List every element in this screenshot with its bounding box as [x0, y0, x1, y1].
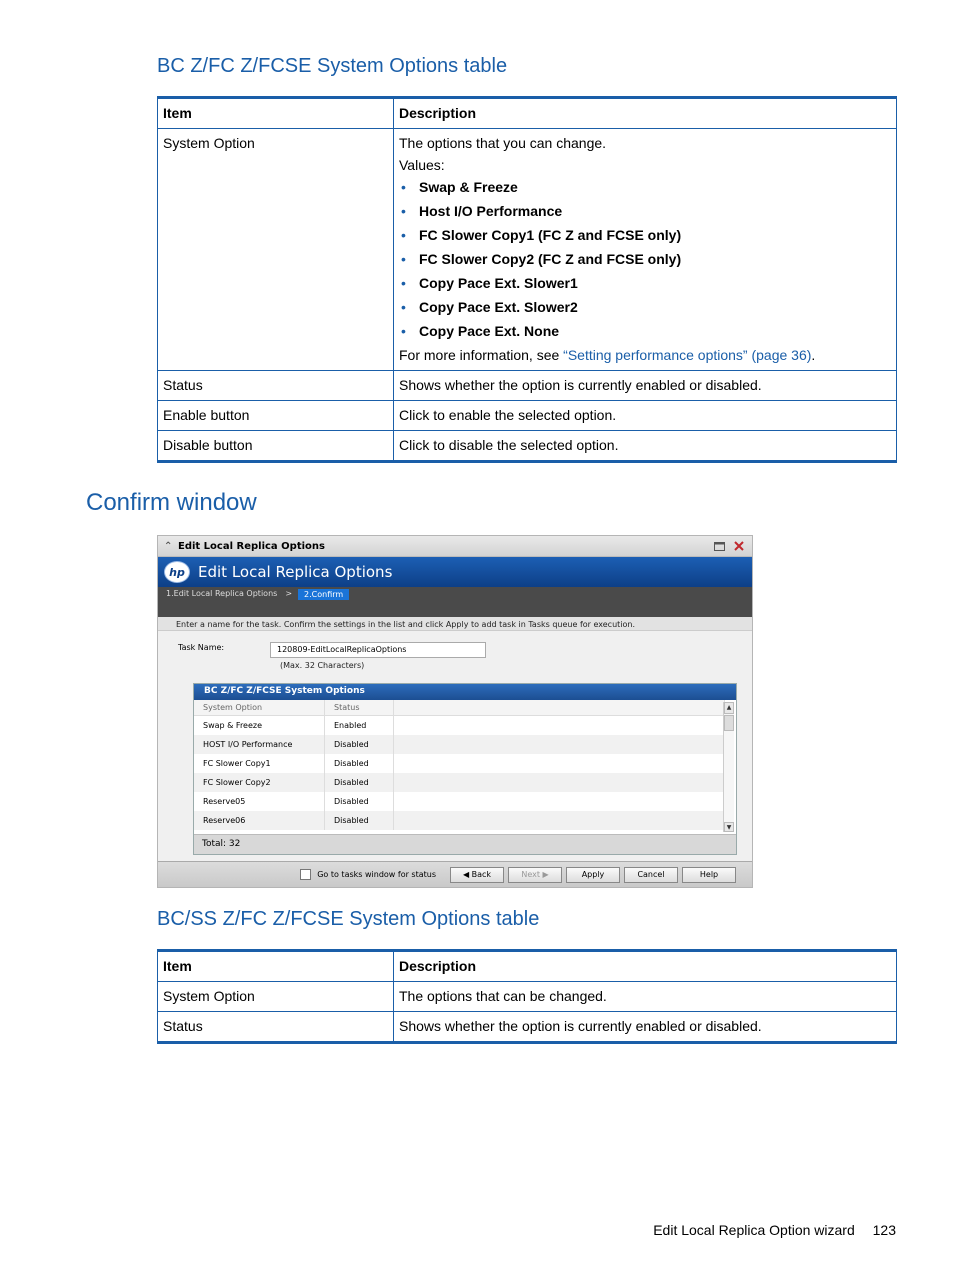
grid-cell-status: Disabled [325, 754, 394, 773]
cell-description: Shows whether the option is currently enabled or disabled. [394, 1012, 897, 1043]
grid-cell-status: Disabled [325, 735, 394, 754]
grid-cell-blank [394, 735, 725, 754]
table-row[interactable] [194, 754, 725, 773]
page-footer [653, 1222, 896, 1238]
grid-table [194, 700, 725, 830]
values-list [399, 178, 891, 340]
performance-options-link[interactable]: “Setting performance options” (page 36) [563, 347, 812, 363]
window-footer [158, 861, 752, 887]
instruction-text: Enter a name for the task. Confirm the settings in the list and click Apply to add task in Tasks queue for execution. [158, 617, 752, 631]
header-item: Item [158, 98, 394, 129]
task-name-input[interactable]: 120809-EditLocalReplicaOptions [270, 642, 486, 658]
section-title-bc: BC Z/FC Z/FCSE System Options table [157, 55, 508, 77]
checkbox-label: Go to tasks window for status [317, 870, 436, 879]
list-item: • Host I/O Performance [419, 202, 891, 220]
grid-cell-option: Reserve06 [194, 811, 325, 830]
table-row[interactable] [194, 716, 725, 736]
crumb-step1[interactable]: 1.Edit Local Replica Options [166, 589, 278, 598]
grid-cell-blank [394, 811, 725, 830]
footer-text: Edit Local Replica Option wizard [653, 1222, 855, 1238]
wizard-breadcrumb [158, 587, 752, 617]
back-button[interactable]: ◀ Back [450, 867, 504, 883]
scroll-thumb[interactable] [724, 715, 734, 731]
section-title-bcss: BC/SS Z/FC Z/FCSE System Options table [157, 908, 540, 930]
desc-values-label: Values: [399, 157, 445, 173]
grid-cell-blank [394, 792, 725, 811]
options-grid [193, 683, 737, 855]
grid-cell-option: Reserve05 [194, 792, 325, 811]
help-button[interactable]: Help [682, 867, 736, 883]
grid-header-status[interactable]: Status [325, 700, 394, 716]
list-item: • FC Slower Copy2 (FC Z and FCSE only) [419, 250, 891, 268]
grid-cell-status: Disabled [325, 792, 394, 811]
cell-description [394, 129, 897, 371]
more-info-prefix: For more information, see [399, 347, 564, 363]
grid-cell-option: FC Slower Copy2 [194, 773, 325, 792]
cell-item: System Option [158, 129, 394, 371]
scroll-down-icon[interactable]: ▼ [724, 822, 734, 832]
page-number: 123 [872, 1222, 896, 1238]
crumb-step2[interactable]: 2.Confirm [298, 589, 349, 600]
grid-cell-option: FC Slower Copy1 [194, 754, 325, 773]
header-description: Description [394, 98, 897, 129]
grid-cell-status: Disabled [325, 811, 394, 830]
more-info [399, 346, 891, 364]
task-name-label: Task Name: [178, 643, 225, 652]
confirm-window-screenshot [157, 535, 753, 888]
confirm-window-heading: Confirm window [86, 489, 257, 516]
cell-item: Status [158, 371, 394, 401]
hp-logo: hp [164, 561, 190, 583]
system-options-table [157, 96, 897, 463]
task-name-hint: (Max. 32 Characters) [280, 661, 365, 670]
cell-item: Enable button [158, 401, 394, 431]
bcss-options-table [157, 949, 897, 1044]
grid-scrollbar[interactable] [723, 702, 734, 832]
maximize-icon[interactable] [712, 540, 726, 552]
list-item: • FC Slower Copy1 (FC Z and FCSE only) [419, 226, 891, 244]
cell-description: The options that can be changed. [394, 982, 897, 1012]
table-row[interactable] [194, 735, 725, 754]
grid-total: Total: 32 [194, 834, 736, 854]
list-item: • Copy Pace Ext. Slower1 [419, 274, 891, 292]
close-icon[interactable] [732, 540, 746, 552]
grid-cell-option: HOST I/O Performance [194, 735, 325, 754]
grid-cell-status: Enabled [325, 716, 394, 736]
header-description: Description [394, 951, 897, 982]
tasks-window-checkbox[interactable] [300, 869, 311, 880]
cell-item: Disable button [158, 431, 394, 462]
grid-cell-blank [394, 716, 725, 736]
collapse-icon[interactable]: ⌃ [164, 540, 173, 552]
table-row[interactable] [194, 792, 725, 811]
list-item: • Copy Pace Ext. Slower2 [419, 298, 891, 316]
desc-intro: The options that you can change. [399, 135, 607, 151]
grid-title: BC Z/FC Z/FCSE System Options [194, 684, 736, 700]
grid-cell-status: Disabled [325, 773, 394, 792]
grid-cell-blank [394, 754, 725, 773]
table-row[interactable] [194, 811, 725, 830]
window-banner [158, 557, 752, 587]
more-info-suffix: . [811, 347, 816, 363]
grid-cell-blank [394, 773, 725, 792]
cancel-button[interactable]: Cancel [624, 867, 678, 883]
crumb-separator: > [285, 589, 293, 598]
cell-description: Click to enable the selected option. [394, 401, 897, 431]
next-button[interactable]: Next ▶ [508, 867, 562, 883]
header-item: Item [158, 951, 394, 982]
banner-title: Edit Local Replica Options [198, 563, 393, 581]
cell-item: System Option [158, 982, 394, 1012]
window-titlebar [158, 536, 752, 557]
table-row[interactable] [194, 773, 725, 792]
grid-header-blank [394, 700, 725, 716]
window-title: Edit Local Replica Options [178, 540, 325, 552]
grid-header-option[interactable]: System Option [194, 700, 325, 716]
cell-item: Status [158, 1012, 394, 1043]
list-item: • Copy Pace Ext. None [419, 322, 891, 340]
grid-cell-option: Swap & Freeze [194, 716, 325, 736]
scroll-up-icon[interactable]: ▲ [724, 702, 734, 714]
cell-description: Shows whether the option is currently enabled or disabled. [394, 371, 897, 401]
cell-description: Click to disable the selected option. [394, 431, 897, 462]
apply-button[interactable]: Apply [566, 867, 620, 883]
list-item: • Swap & Freeze [419, 178, 891, 196]
